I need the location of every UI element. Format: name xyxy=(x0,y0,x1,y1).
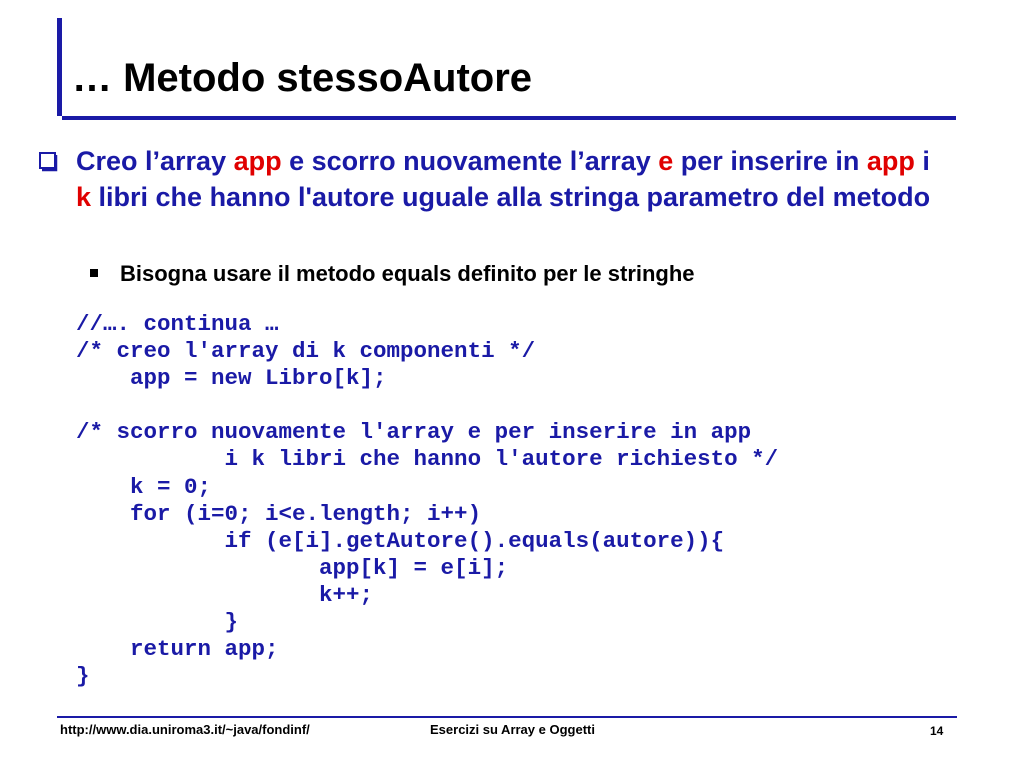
footer-course-title: Esercizi su Array e Oggetti xyxy=(430,722,595,737)
highlight-k: k xyxy=(76,182,92,212)
main-bullet-text xyxy=(76,143,938,215)
sub-bullet xyxy=(90,259,695,289)
main-bullet xyxy=(38,143,938,215)
highlight-app: app xyxy=(233,146,282,176)
title-frame-horizontal-rule xyxy=(62,116,956,120)
bullet-text-part: Creo l’array xyxy=(76,146,234,176)
footer-url: http://www.dia.uniroma3.it/~java/fondinf/ xyxy=(60,722,310,737)
bullet-text-part: e scorro nuovamente l’array xyxy=(281,146,659,176)
title-frame-vertical-rule xyxy=(57,18,62,116)
highlight-app: app xyxy=(866,146,915,176)
bullet-text-part: per inserire in xyxy=(673,146,867,176)
footer-rule xyxy=(57,716,957,718)
bullet-text-part: i xyxy=(914,146,930,176)
bullet-text-part: libri che hanno l'autore uguale alla stringa parametro del metodo xyxy=(91,182,931,212)
code-block: //…. continua … /* creo l'array di k componenti */ app = new Libro[k]; /* scorro nuovamente l'array e per inserire in app i k libri che hanno l'autore richiesto */ k = 0; for (i=0; i<e.length; i++) if (e[i].getAutore().equals(autore)){ app[k] = e[i]; k++; } return app; } xyxy=(76,311,779,690)
filled-square-bullet-icon xyxy=(90,269,98,277)
highlight-e: e xyxy=(658,146,674,176)
hollow-square-bullet-icon xyxy=(38,151,59,172)
slide-title: … Metodo stessoAutore xyxy=(72,56,533,100)
sub-bullet-text: Bisogna usare il metodo equals definito per le stringhe xyxy=(120,261,695,286)
page-number: 14 xyxy=(930,724,944,738)
